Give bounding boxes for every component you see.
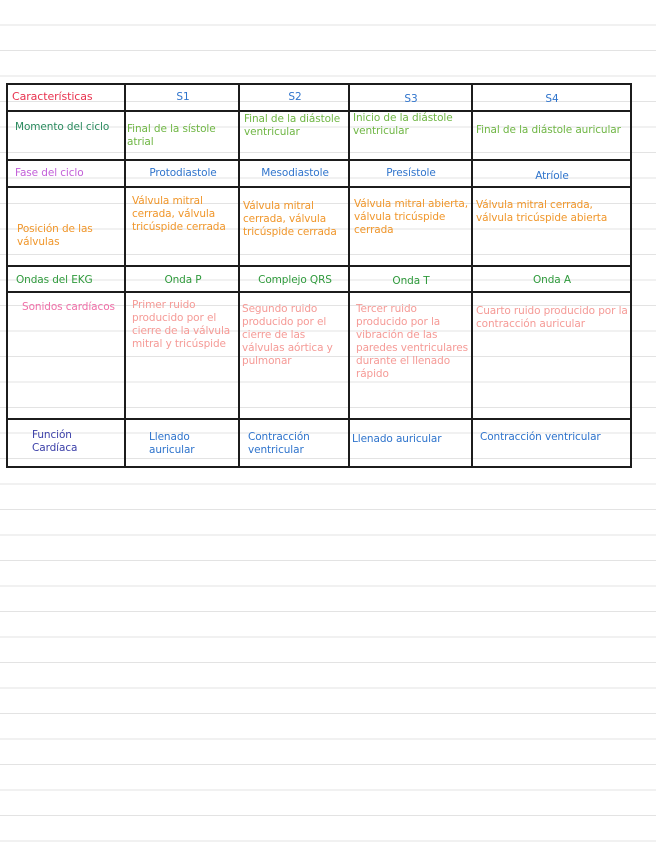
cell-funcion-s4: Contracción ventricular bbox=[480, 431, 601, 443]
row-label-sonidos: Sonidos cardíacos bbox=[22, 301, 115, 313]
cell-fase-s3: Presístole bbox=[386, 167, 436, 179]
table-border-bottom bbox=[6, 466, 632, 468]
col-header-s4: S4 bbox=[545, 93, 559, 105]
table-border-top bbox=[6, 83, 632, 85]
cell-posicion-s3: Válvula mitral abierta, válvula tricúspide cerrada bbox=[354, 198, 468, 236]
row-divider bbox=[6, 159, 632, 161]
col-divider bbox=[124, 83, 126, 468]
row-divider bbox=[6, 110, 632, 112]
cell-funcion-s1: Llenado auricular bbox=[149, 431, 195, 456]
cell-momento-s3: Inicio de la diástole ventricular bbox=[353, 112, 453, 137]
row-divider bbox=[6, 265, 632, 267]
cell-sonidos-s2: Segundo ruido producido por el cierre de las válvulas aórtica y pulmonar bbox=[242, 303, 333, 367]
cell-fase-s4: Atríole bbox=[535, 170, 569, 182]
cell-sonidos-s1: Primer ruido producido por el cierre de la válvula mitral y tricúspide bbox=[132, 299, 231, 350]
cell-funcion-s3: Llenado auricular bbox=[352, 433, 442, 445]
header-label: Características bbox=[12, 90, 93, 103]
cell-sonidos-s4: Cuarto ruido producido por la contracción auricular bbox=[476, 305, 628, 330]
cell-ondas-s1: Onda P bbox=[164, 274, 202, 286]
cell-posicion-s1: Válvula mitral cerrada, válvula tricúspide cerrada bbox=[132, 195, 226, 233]
table-border-left bbox=[6, 83, 8, 468]
cell-momento-s4: Final de la diástole auricular bbox=[476, 124, 621, 136]
col-divider bbox=[238, 83, 240, 468]
col-divider bbox=[348, 83, 350, 468]
row-label-funcion: Función Cardíaca bbox=[32, 429, 78, 454]
cell-ondas-s2: Complejo QRS bbox=[258, 274, 332, 286]
cell-momento-s2: Final de la diástole ventricular bbox=[244, 113, 341, 138]
cell-ondas-s3: Onda T bbox=[392, 275, 430, 287]
cell-fase-s1: Protodiastole bbox=[149, 167, 217, 179]
cell-posicion-s2: Válvula mitral cerrada, válvula tricúspide cerrada bbox=[243, 200, 337, 238]
row-label-ondas: Ondas del EKG bbox=[16, 274, 93, 286]
row-label-fase: Fase del ciclo bbox=[15, 167, 84, 179]
table-border-right bbox=[630, 83, 632, 468]
cell-ondas-s4: Onda A bbox=[533, 274, 571, 286]
cell-sonidos-s3: Tercer ruido producido por la vibración de las paredes ventriculares durante el llenado rápido bbox=[356, 303, 468, 380]
cell-fase-s2: Mesodiastole bbox=[261, 167, 329, 179]
cell-posicion-s4: Válvula mitral cerrada, válvula tricúspide abierta bbox=[476, 199, 608, 224]
col-divider bbox=[471, 83, 473, 468]
col-header-s1: S1 bbox=[176, 91, 190, 103]
row-label-momento: Momento del ciclo bbox=[15, 121, 110, 133]
row-divider bbox=[6, 418, 632, 420]
row-divider bbox=[6, 186, 632, 188]
cell-momento-s1: Final de la sístole atrial bbox=[127, 123, 216, 148]
cell-funcion-s2: Contracción ventricular bbox=[248, 431, 310, 456]
col-header-s3: S3 bbox=[404, 93, 418, 105]
row-label-posicion: Posición de las válvulas bbox=[17, 223, 93, 248]
row-divider bbox=[6, 291, 632, 293]
col-header-s2: S2 bbox=[288, 91, 302, 103]
